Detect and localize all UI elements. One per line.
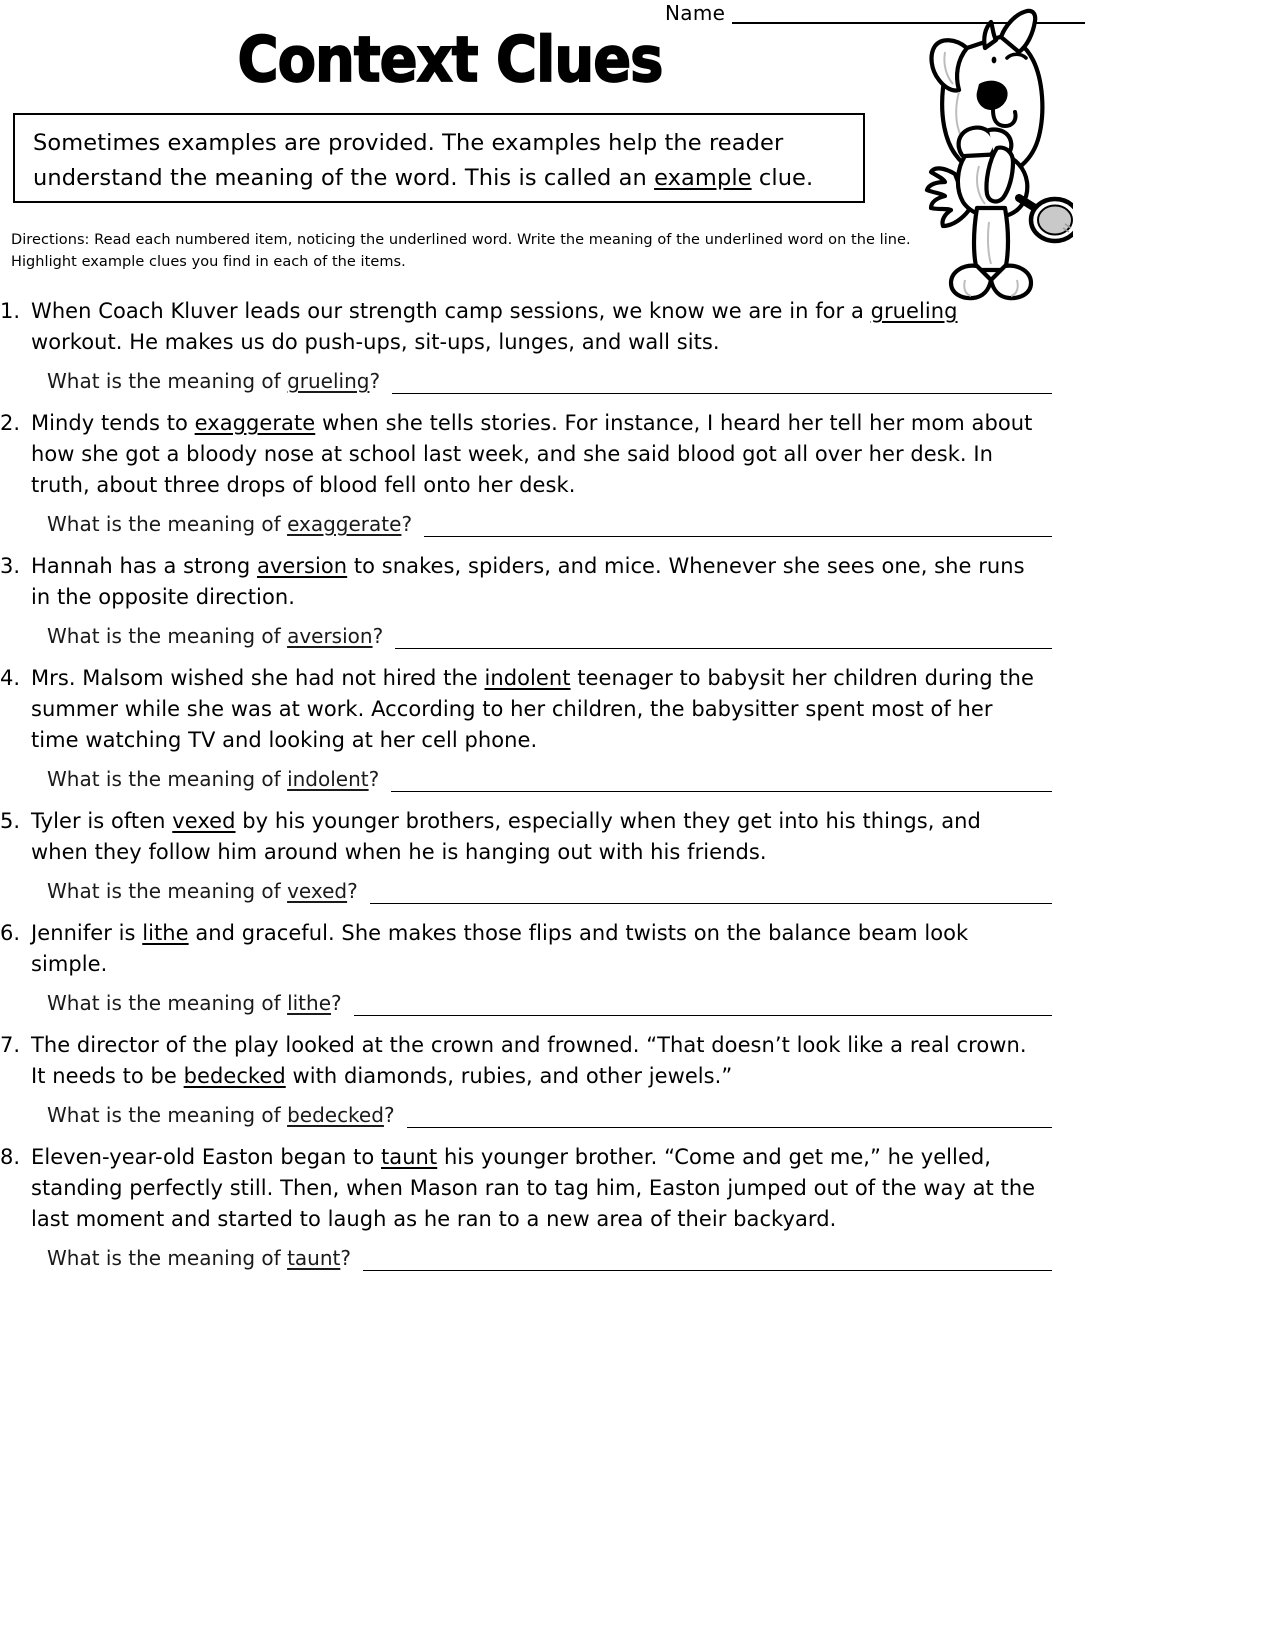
item-number: 5. xyxy=(0,809,21,833)
question-vocabulary-word: bedecked xyxy=(287,1103,384,1127)
item-sentence xyxy=(31,1142,1039,1235)
question-prefix: What is the meaning of xyxy=(47,1246,288,1270)
sentence-before-word: Mrs. Malsom wished she had not hired the xyxy=(31,666,485,690)
directions-text: Directions: Read each numbered item, noticing the underlined word. Write the meaning of the underlined word on the line. Highlight example clues you find in each of the items. xyxy=(11,232,911,270)
question-prefix: What is the meaning of xyxy=(47,369,288,393)
question-prefix: What is the meaning of xyxy=(47,624,288,648)
question-suffix: ? xyxy=(331,991,342,1015)
item-question-row xyxy=(47,878,1052,904)
underlined-vocabulary-word: lithe xyxy=(142,921,189,945)
sentence-before-word: When Coach Kluver leads our strength camp sessions, we know we are in for a xyxy=(31,299,871,323)
underlined-vocabulary-word: grueling xyxy=(870,299,958,323)
worksheet-item xyxy=(0,918,1075,1016)
item-question-row xyxy=(47,766,1052,792)
callout-line-2-before: understand the meaning of the word. This is called an xyxy=(33,165,655,191)
question-label xyxy=(47,1102,395,1128)
item-number: 8. xyxy=(0,1145,21,1169)
question-label xyxy=(47,878,358,904)
sentence-after-word: with diamonds, rubies, and other jewels.” xyxy=(285,1064,733,1088)
worksheet-item xyxy=(0,663,1075,792)
answer-blank-line[interactable] xyxy=(424,516,1052,537)
sentence-before-word: Jennifer is xyxy=(31,921,143,945)
sentence-after-word: his younger brother. “Come and get me,” he yelled, standing perfectly still. Then, when Mason ran to tag him, Easton jumped out of the way at the last moment and started to laugh as he ran to a new area of their backyard. xyxy=(31,1145,1036,1231)
question-suffix: ? xyxy=(340,1246,351,1270)
worksheet-item xyxy=(0,408,1075,537)
dog-with-magnifying-glass-illustration xyxy=(893,8,1073,303)
callout-line-1: Sometimes examples are provided. The examples help the reader xyxy=(33,130,784,156)
item-number: 4. xyxy=(0,666,21,690)
item-sentence xyxy=(31,806,1039,868)
worksheet-item xyxy=(0,296,1075,394)
item-sentence-row xyxy=(0,1030,1075,1092)
item-question-row xyxy=(47,623,1052,649)
question-suffix: ? xyxy=(372,624,384,648)
item-sentence-row xyxy=(0,1142,1075,1235)
item-sentence-row xyxy=(0,663,1075,756)
answer-blank-line[interactable] xyxy=(395,628,1052,649)
question-prefix: What is the meaning of xyxy=(47,879,288,903)
underlined-vocabulary-word: vexed xyxy=(172,809,236,833)
sentence-before-word: The director of the play looked at the crown and frowned. “That doesn’t look like a real crown. It needs to be xyxy=(31,1033,1027,1088)
item-sentence xyxy=(31,551,1039,613)
answer-blank-line[interactable] xyxy=(407,1107,1052,1128)
question-vocabulary-word: lithe xyxy=(287,991,331,1015)
item-question-row xyxy=(47,1245,1052,1271)
underlined-vocabulary-word: taunt xyxy=(381,1145,438,1169)
name-label: Name xyxy=(665,1,726,25)
sentence-after-word: when she tells stories. For instance, I heard her tell her mom about how she got a bloody nose at school last week, and she said blood got all over her desk. In truth, about three drops of blood fell onto her desk. xyxy=(31,411,1033,497)
item-sentence-row xyxy=(0,918,1075,980)
callout-line-2 xyxy=(33,161,845,196)
worksheet-item xyxy=(0,1142,1075,1271)
sentence-before-word: Mindy tends to xyxy=(31,411,195,435)
question-suffix: ? xyxy=(347,879,358,903)
question-prefix: What is the meaning of xyxy=(47,767,288,791)
question-label xyxy=(47,511,412,537)
item-sentence-row xyxy=(0,806,1075,868)
item-sentence xyxy=(31,1030,1039,1092)
answer-blank-line[interactable] xyxy=(370,883,1052,904)
item-number: 6. xyxy=(0,921,21,945)
worksheet-items-list xyxy=(0,296,1075,1285)
underlined-vocabulary-word: aversion xyxy=(256,554,348,578)
question-label xyxy=(47,1245,351,1271)
sentence-before-word: Eleven-year-old Easton began to xyxy=(31,1145,381,1169)
item-number: 1. xyxy=(0,299,21,323)
sentence-after-word: by his younger brothers, especially when they get into his things, and when they follow him around when he is hanging out with his friends. xyxy=(31,809,981,864)
underlined-vocabulary-word: exaggerate xyxy=(194,411,316,435)
item-question-row xyxy=(47,990,1052,1016)
sentence-after-word: to snakes, spiders, and mice. Whenever she sees one, she runs in the opposite direction. xyxy=(31,554,1025,609)
callout-keyword-example: example xyxy=(654,165,752,191)
item-number: 7. xyxy=(0,1033,21,1057)
item-sentence-row xyxy=(0,296,1075,358)
question-vocabulary-word: taunt xyxy=(287,1246,341,1270)
worksheet-item xyxy=(0,806,1075,904)
question-suffix: ? xyxy=(369,369,381,393)
question-label xyxy=(47,766,379,792)
underlined-vocabulary-word: bedecked xyxy=(183,1064,286,1088)
question-suffix: ? xyxy=(383,1103,395,1127)
question-vocabulary-word: vexed xyxy=(287,879,348,903)
question-prefix: What is the meaning of xyxy=(47,512,288,536)
sentence-before-word: Tyler is often xyxy=(31,809,173,833)
worksheet-item xyxy=(0,551,1075,649)
underlined-vocabulary-word: indolent xyxy=(484,666,571,690)
item-question-row xyxy=(47,368,1052,394)
item-sentence xyxy=(31,296,1039,358)
question-vocabulary-word: aversion xyxy=(287,624,373,648)
question-prefix: What is the meaning of xyxy=(47,1103,288,1127)
sentence-after-word: workout. He makes us do push-ups, sit-ups, lunges, and wall sits. xyxy=(31,330,720,354)
question-vocabulary-word: exaggerate xyxy=(287,512,402,536)
question-suffix: ? xyxy=(401,512,413,536)
answer-blank-line[interactable] xyxy=(392,373,1052,394)
item-sentence xyxy=(31,408,1039,501)
answer-blank-line[interactable] xyxy=(363,1250,1052,1271)
item-number: 3. xyxy=(0,554,21,578)
item-question-row xyxy=(47,1102,1052,1128)
item-sentence-row xyxy=(0,551,1075,613)
answer-blank-line[interactable] xyxy=(354,995,1052,1016)
answer-blank-line[interactable] xyxy=(391,771,1052,792)
question-label xyxy=(47,623,383,649)
page-title: Context Clues xyxy=(237,23,663,97)
question-vocabulary-word: indolent xyxy=(287,767,369,791)
name-field-row xyxy=(665,2,1085,24)
item-number: 2. xyxy=(0,411,21,435)
question-suffix: ? xyxy=(368,767,380,791)
question-label xyxy=(47,368,380,394)
item-sentence-row xyxy=(0,408,1075,501)
item-question-row xyxy=(47,511,1052,537)
sentence-before-word: Hannah has a strong xyxy=(31,554,257,578)
worksheet-item xyxy=(0,1030,1075,1128)
question-prefix: What is the meaning of xyxy=(47,991,288,1015)
question-vocabulary-word: grueling xyxy=(287,369,370,393)
question-label xyxy=(47,990,342,1016)
name-blank-line[interactable] xyxy=(732,5,1085,24)
callout-line-2-after: clue. xyxy=(751,165,814,191)
sentence-after-word: teenager to babysit her children during the summer while she was at work. According to her children, the babysitter spent most of her time watching TV and looking at her cell phone. xyxy=(31,666,1034,752)
sentence-after-word: and graceful. She makes those flips and twists on the balance beam look simple. xyxy=(31,921,969,976)
item-sentence xyxy=(31,918,1039,980)
concept-callout-box xyxy=(13,113,865,203)
item-sentence xyxy=(31,663,1039,756)
